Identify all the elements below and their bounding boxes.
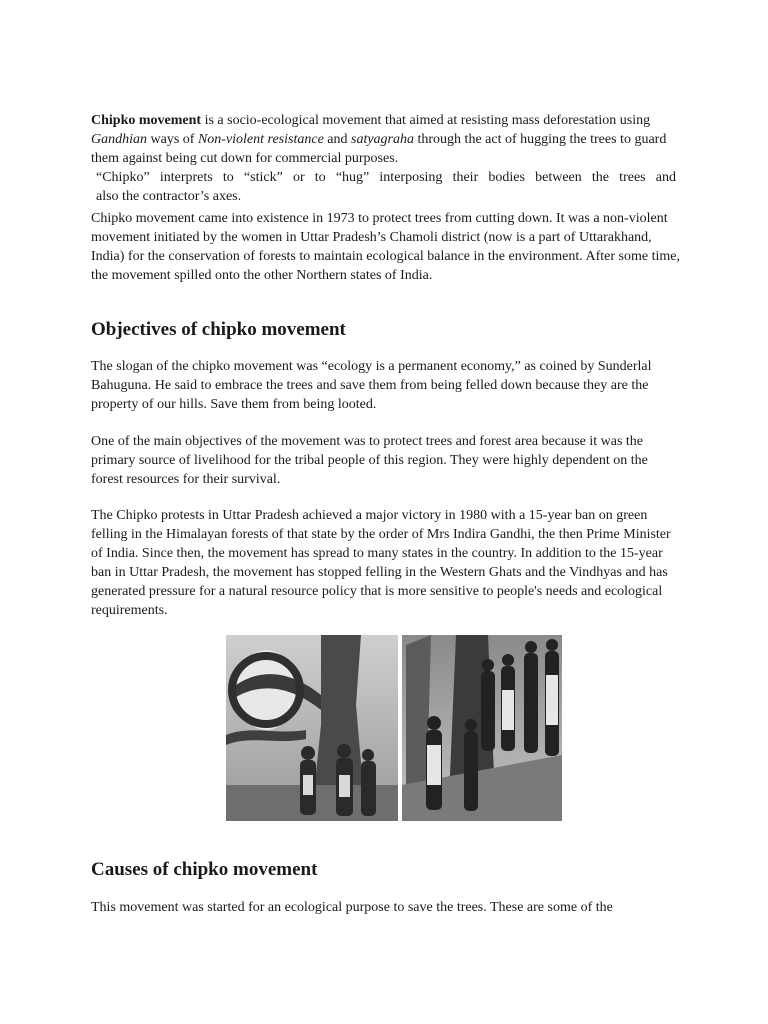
causes-heading: Causes of chipko movement <box>91 859 318 880</box>
chipko-photo <box>226 635 562 821</box>
chipko-photo-illustration <box>226 635 562 821</box>
chipko-meaning-line2: also the contractor’s axes. <box>96 189 242 204</box>
objectives-paragraph-3: The Chipko protests in Uttar Pradesh achieved a major victory in 1980 with a 15-year ban on green felling in the Himalayan forests of that state by the order of Mrs Indira Gandhi, the then Prime Minister of India. Since then, the movement has spread to many states in the country. In addition to the 15-year ban in Uttar Pradesh, the movement has stopped felling in the Western Ghats and the Vindhyas and has generated pressure for a natural resource policy that is more sensitive to people's needs and ecological requirements. <box>91 508 671 618</box>
objectives-heading: Objectives of chipko movement <box>91 319 346 340</box>
history-paragraph: Chipko movement came into existence in 1973 to protect trees from cutting down. It was a non-violent movement initiated by the women in Uttar Pradesh’s Chamoli district (now is a part of Uttarakhand, India) for the conservation of forests to maintain ecological balance in the environment. After some time, the movement spilled onto the other Northern states of India. <box>91 211 680 283</box>
chipko-meaning-line1: “Chipko” interprets to “stick” or to “hug” interposing their bodies between the trees and <box>96 170 676 185</box>
objectives-paragraph-1: The slogan of the chipko movement was “ecology is a permanent economy,” as coined by Sunderlal Bahuguna. He said to embrace the trees and save them from being felled down because they are the property of our hills. Save them from being looted. <box>91 359 652 412</box>
objectives-paragraph-2: One of the main objectives of the movement was to protect trees and forest area because it was the primary source of livelihood for the tribal people of this region. They were highly dependent on the forest resources for their survival. <box>91 434 648 487</box>
term-chipko: Chipko movement <box>91 113 202 128</box>
intro-paragraph: Chipko movement is a socio-ecological movement that aimed at resisting mass deforestation using Gandhian ways of Non-violent resistance and satyagraha through the act of hugging the trees to guard them against being cut down for commercial purposes. <box>91 113 667 166</box>
causes-paragraph-1: This movement was started for an ecological purpose to save the trees. These are some of the <box>91 900 613 915</box>
